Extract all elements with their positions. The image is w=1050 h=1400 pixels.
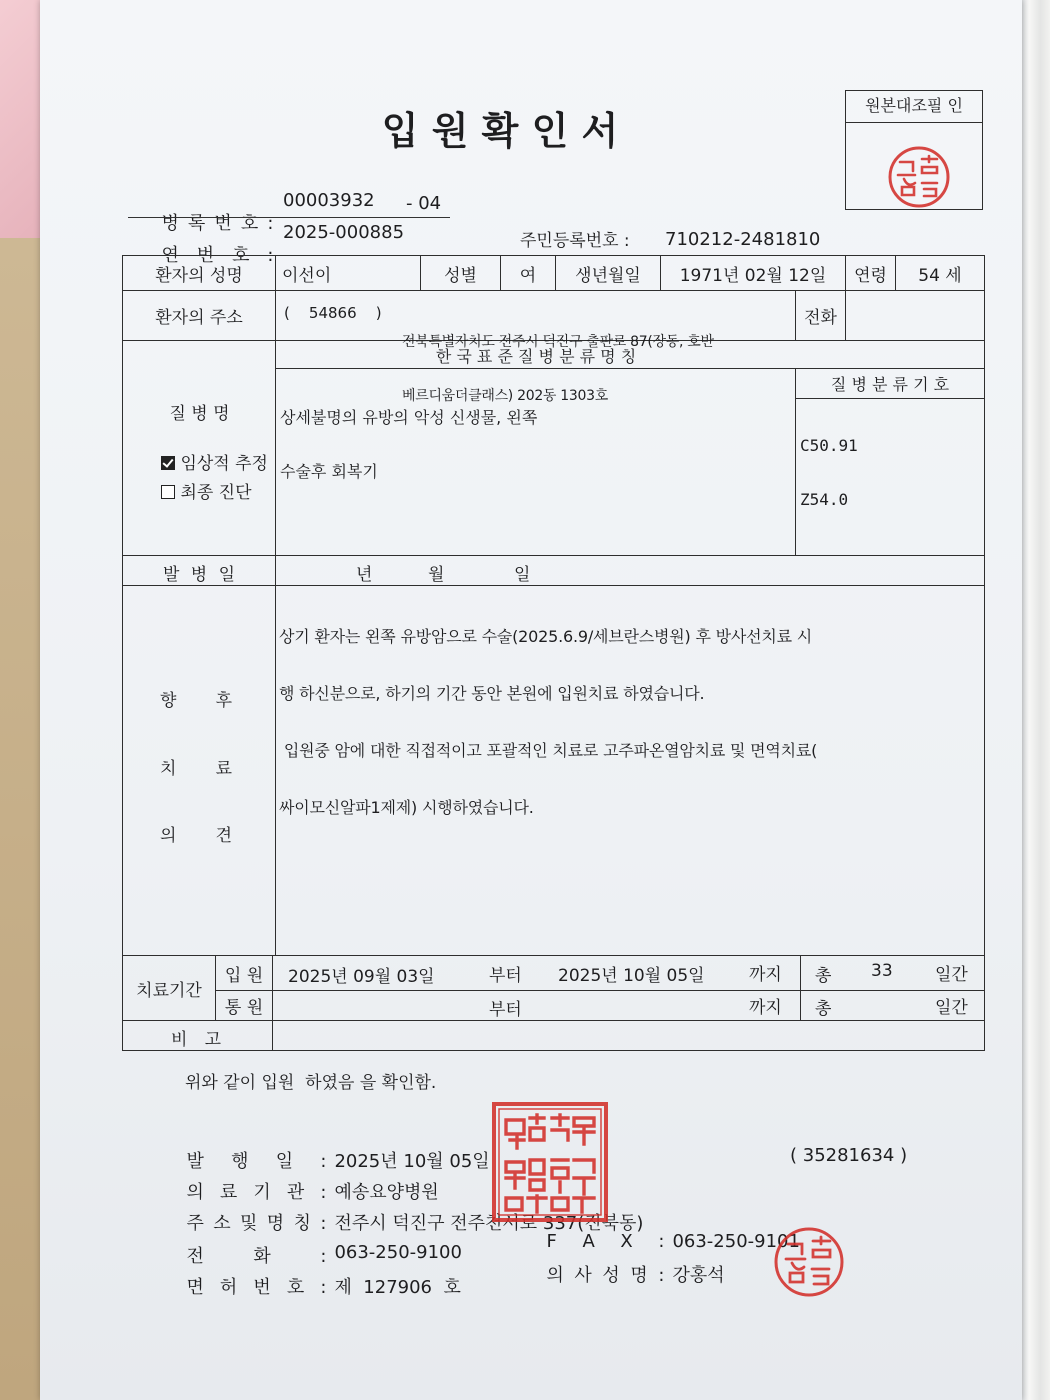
option-final-diagnosis bbox=[129, 458, 252, 523]
verification-label: 원본대조필 인 bbox=[846, 91, 982, 123]
header-underline bbox=[128, 217, 450, 218]
inpatient-total bbox=[801, 956, 985, 991]
opinion-label-line: 향 후 bbox=[160, 691, 232, 711]
institution-address: 전주시 덕진구 전주천서로 337(진북동) bbox=[334, 1213, 644, 1234]
opinion-line: 싸이모신알파1제제) 시행하였습니다. bbox=[279, 798, 534, 817]
disease-code: C50.91 bbox=[800, 436, 858, 455]
onset-value bbox=[276, 556, 985, 586]
phone-label: 전화 bbox=[796, 291, 846, 341]
confirmation-text: 위와 같이 입원 하였음 을 확인함. bbox=[185, 1073, 437, 1093]
disease-codes bbox=[800, 401, 858, 545]
disease-code: Z54.0 bbox=[800, 490, 849, 509]
diagnosis-label-cell bbox=[123, 341, 276, 556]
institution-phone-label: 전 화 : bbox=[186, 1246, 327, 1267]
doctor-label: 의 사 성 명 : bbox=[546, 1265, 665, 1286]
license-label: 면 허 번 호 : bbox=[186, 1277, 327, 1298]
fax-label: F A X : bbox=[546, 1231, 665, 1252]
remarks-label: 비 고 bbox=[171, 1030, 221, 1050]
inpatient-to-word: 까지 bbox=[749, 965, 782, 985]
record-number-suffix: - 04 bbox=[406, 193, 442, 214]
period-label: 치료기간 bbox=[123, 956, 216, 1021]
remarks-value bbox=[273, 1021, 985, 1051]
inpatient-total-prefix: 총 bbox=[815, 966, 832, 986]
doctor-seal-icon bbox=[886, 145, 952, 209]
onset-year-unit: 년 bbox=[356, 565, 373, 585]
phone-value bbox=[846, 291, 985, 341]
checkbox-icon bbox=[161, 485, 175, 499]
opinion-label-line: 치 료 bbox=[160, 759, 232, 779]
hospital-stamp-icon bbox=[490, 1100, 612, 1226]
issue-date-label: 발 행 일 : bbox=[186, 1151, 327, 1172]
inpatient-from-date: 2025년 09월 03일 bbox=[288, 967, 435, 987]
sex-value: 여 bbox=[501, 256, 556, 291]
sex-label: 성별 bbox=[421, 256, 501, 291]
record-number: 00003932 bbox=[283, 190, 375, 211]
option-label: 임상적 추정 bbox=[180, 454, 268, 474]
birth-label: 생년월일 bbox=[556, 256, 661, 291]
institution-name: 예송요양병원 bbox=[334, 1182, 439, 1203]
doctor-name: 강홍석 bbox=[672, 1265, 725, 1286]
patient-name-label: 환자의 성명 bbox=[123, 256, 276, 291]
address-label: 환자의 주소 bbox=[123, 291, 276, 341]
inpatient-total-days: 33 bbox=[871, 961, 893, 981]
age-value: 54 세 bbox=[896, 256, 985, 291]
opinion-label-cell bbox=[123, 586, 276, 956]
zip-code: ( 54866 ) bbox=[284, 304, 382, 322]
institution-code: ( 35281634 ) bbox=[790, 1145, 908, 1166]
resident-number-label: 주민등록번호 : bbox=[520, 231, 630, 251]
resident-number: 710212-2481810 bbox=[665, 229, 821, 250]
address-line: 전북특별자치도 전주시 덕진구 출판로 87(장동, 호반 bbox=[402, 334, 714, 350]
background-pink-paper bbox=[0, 0, 45, 238]
opinion-line: 상기 환자는 왼쪽 유방암으로 수술(2025.6.9/세브란스병원) 후 방사선치료 시 bbox=[279, 627, 813, 646]
disease-names-cell bbox=[276, 369, 796, 556]
outpatient-total-prefix: 총 bbox=[815, 999, 832, 1019]
onset-day-unit: 일 bbox=[514, 565, 531, 585]
address-line: 베르디움더클래스) 202동 1303호 bbox=[402, 388, 608, 404]
disease-name: 수술후 회복기 bbox=[280, 462, 378, 481]
opinion-text-cell bbox=[276, 586, 985, 956]
institution-label: 의 료 기 관 : bbox=[186, 1182, 327, 1203]
institution-phone: 063-250-9100 bbox=[334, 1242, 462, 1263]
disease-codes-cell bbox=[796, 399, 985, 556]
disease-name-header-text: 한 국 표 준 질 병 분 류 명 칭 bbox=[435, 347, 637, 366]
record-number-label: 병 록 번 호 : bbox=[161, 213, 274, 234]
opinion-text bbox=[279, 589, 817, 855]
original-verification-box bbox=[845, 90, 983, 210]
diagnosis-label: 질 병 명 bbox=[169, 404, 230, 424]
outpatient-total-suffix: 일간 bbox=[935, 998, 968, 1018]
outpatient-label: 통 원 bbox=[216, 991, 273, 1021]
onset-month-unit: 월 bbox=[428, 565, 445, 585]
background-desk bbox=[0, 238, 45, 1400]
outpatient-from-word: 부터 bbox=[489, 1000, 522, 1020]
birth-value: 1971년 02월 12일 bbox=[661, 256, 846, 291]
onset-label: 발 병 일 bbox=[163, 565, 235, 585]
inpatient-label: 입 원 bbox=[216, 956, 273, 991]
opinion-line: 입원중 암에 대한 직접적이고 포괄적인 치료로 고주파온열암치료 및 면역치료( bbox=[279, 741, 818, 760]
disease-name-header bbox=[276, 341, 985, 369]
admission-table bbox=[122, 255, 985, 1051]
opinion-label-line: 의 견 bbox=[160, 826, 232, 846]
outpatient-total bbox=[801, 991, 985, 1021]
inpatient-from-word: 부터 bbox=[489, 966, 522, 986]
onset-label-cell bbox=[123, 556, 276, 586]
fax-number: 063-250-9101 bbox=[672, 1231, 800, 1252]
opinion-line: 행 하신분으로, 하기의 기간 동안 본원에 입원치료 하였습니다. bbox=[279, 684, 705, 703]
doctor-row bbox=[535, 1240, 725, 1287]
disease-names bbox=[280, 373, 537, 517]
issue-date: 2025년 10월 05일 bbox=[334, 1151, 490, 1172]
remarks-label-cell bbox=[123, 1021, 273, 1051]
inpatient-total-suffix: 일간 bbox=[935, 965, 968, 985]
patient-name: 이선이 bbox=[276, 256, 421, 291]
document-title: 입 원 확 인 서 bbox=[381, 109, 619, 153]
outpatient-to-word: 까지 bbox=[749, 998, 782, 1018]
disease-code-header: 질 병 분 류 기 호 bbox=[796, 369, 985, 399]
outpatient-dates bbox=[273, 991, 801, 1021]
option-label: 최종 진단 bbox=[180, 483, 252, 503]
doctor-seal-icon bbox=[772, 1226, 846, 1298]
serial-number: 2025-000885 bbox=[283, 222, 405, 243]
disease-name: 상세불명의 유방의 악성 신생물, 왼쪽 bbox=[280, 408, 538, 427]
inpatient-to-date: 2025년 10월 05일 bbox=[558, 966, 705, 986]
serial-number-label: 연 번 호 : bbox=[161, 245, 274, 266]
inpatient-dates bbox=[273, 956, 801, 991]
background-paper-stack bbox=[1018, 0, 1050, 1400]
license-row bbox=[175, 1252, 461, 1299]
institution-address-label: 주 소 및 명 칭 : bbox=[186, 1213, 327, 1234]
age-label: 연령 bbox=[846, 256, 896, 291]
license-number: 제 127906 호 bbox=[334, 1277, 461, 1298]
